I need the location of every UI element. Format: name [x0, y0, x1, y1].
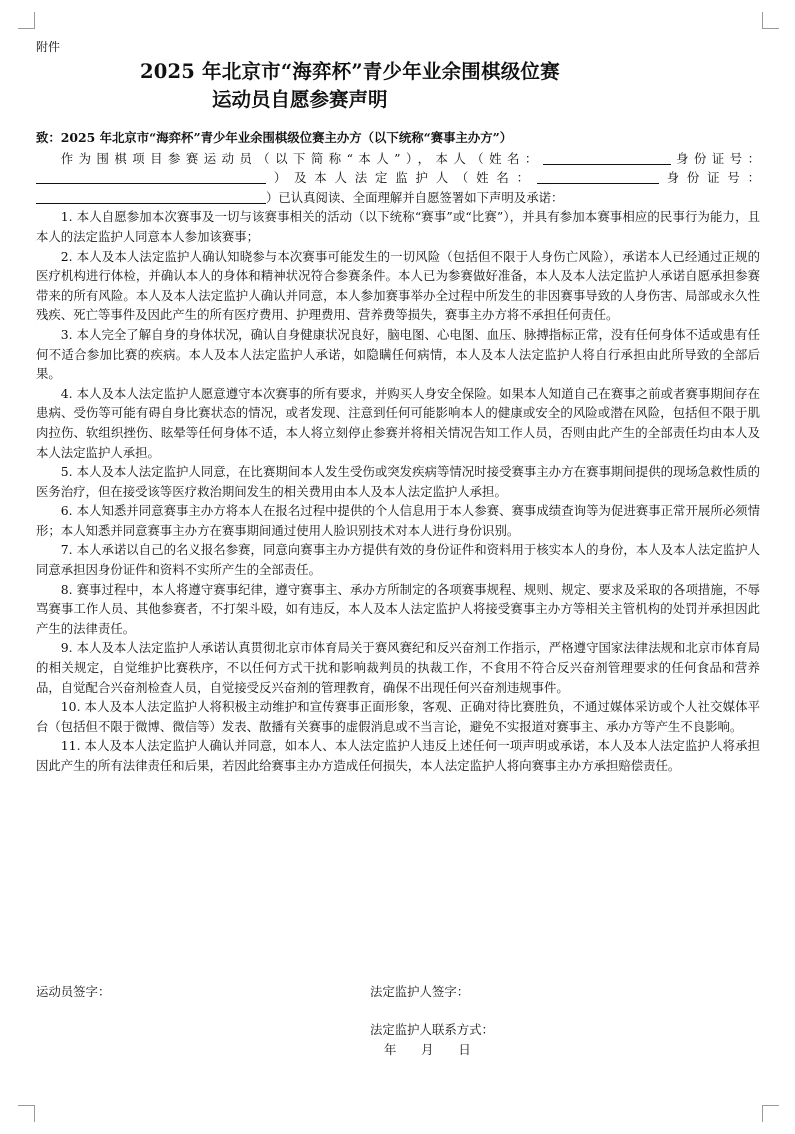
- athlete-name-blank[interactable]: [543, 150, 671, 165]
- clause-6: 6. 本人知悉并同意赛事主办方将本人在报名过程中提供的个人信息用于本人参赛、赛事成绩查询等为促进赛事正常开展所必须情形；本人知悉并同意赛事主办方在赛事期间通过使用人脸识别技术对本人进行身份识别。: [36, 503, 760, 538]
- intro-text-guardian-id: 身份证号：: [658, 170, 761, 186]
- addressee-line: 致：2025 年北京市“海弈杯”青少年业余围棋级位赛主办方（以下统称“赛事主办方”）: [36, 130, 513, 145]
- clause-10: 10. 本人及本人法定监护人将积极主动维护和宣传赛事正面形象，客观、正确对待比赛胜负，不通过媒体采访或个人社交媒体平台（包括但不限于微博、微信等）发表、散播有关赛事的虚假消息或不当言论，避免不实报道对赛事主、承办方等产生不良影响。: [36, 699, 760, 734]
- athlete-signature-label: 运动员签字：: [36, 984, 111, 999]
- page-corner-mark-bottom-left: [18, 1105, 35, 1122]
- clause-7: 7. 本人承诺以自己的名义报名参赛，同意向赛事主办方提供有效的身份证件和资料用于核实本人的身份，本人及本人法定监护人同意承担因身份证件和资料不实所产生的全部责任。: [36, 542, 760, 578]
- clause-3: 3. 本人完全了解自身的身体状况，确认自身健康状况良好，脑电图、心电图、血压、脉搏指标正常，没有任何身体不适或患有任何不适合参加比赛的疾病。本人及本人法定监护人承诺，如隐瞒任何病情，本人及本人法定监护人将自行承担由此所导致的全部后果。: [36, 326, 760, 382]
- intro-text-name: 作为围棋项目参赛运动员（以下简称“本人”），本人（姓名：: [60, 150, 543, 166]
- guardian-id-blank[interactable]: [36, 189, 266, 204]
- clause-5: 5. 本人及本人法定监护人同意，在比赛期间本人发生受伤或突发疾病等情况时接受赛事主办方在赛事期间提供的现场急救性质的医务治疗，但在接受该等医疗救治期间发生的相关费用由本人及本人法定监护人承担。: [36, 464, 760, 499]
- document-title-line-1: 2025 年北京市“海弈杯”青少年业余围棋级位赛: [140, 60, 560, 83]
- clause-2: 2. 本人及本人法定监护人确认知晓参与本次赛事可能发生的一切风险（包括但不限于人身伤亡风险），承诺本人已经通过正规的医疗机构进行体检，并确认本人的身体和精神状况符合参赛条件。本人已为参赛做好准备，本人及本人法定监护人承诺自愿承担参赛带来的所有风险。本人及本人法定监护人确认并同意，本人参加赛事举办全过程中所发生的非因赛事导致的人身伤害、局部或永久性残疾、死亡等事件及因此产生的所有医疗费用、护理费用、营养费等损失，赛事主办方将不承担任何责任。: [36, 248, 760, 323]
- clause-11: 11. 本人及本人法定监护人确认并同意，如本人、本人法定监护人违反上述任何一项声明或承诺，本人及本人法定监护人将承担因此产生的所有法律责任和后果，若因此给赛事主办方造成任何损失，本人法定监护人将向赛事主办方承担赔偿责任。: [36, 738, 760, 773]
- page-corner-mark-top-right: [762, 12, 779, 29]
- intro-text-guardian: ）及本人法定监护人（姓名：: [266, 170, 537, 186]
- intro-text-id: 身份证号：: [670, 150, 761, 166]
- document-title-line-2: 运动员自愿参赛声明: [212, 88, 388, 111]
- guardian-signature-label: 法定监护人签字：: [370, 984, 470, 999]
- guardian-contact-label: 法定监护人联系方式：: [370, 1022, 494, 1037]
- declaration-body: [36, 128, 760, 776]
- signature-date: 年 月 日: [384, 1042, 471, 1057]
- guardian-name-blank[interactable]: [537, 169, 659, 184]
- athlete-id-blank[interactable]: [36, 169, 266, 184]
- clause-4: 4. 本人及本人法定监护人愿意遵守本次赛事的所有要求，并购买人身安全保险。如果本人知道自己在赛事之前或者赛事期间存在患病、受伤等可能有碍自身比赛状态的情况，或者发现、注意到任何可能影响本人的健康或安全的风险或潜在风险，包括但不限于肌肉拉伤、软组织挫伤、眩晕等任何身体不适，本人将立刻停止参赛并将相关情况告知工作人员，否则由此产生的全部责任均由本人及本人法定监护人承担。: [36, 385, 760, 460]
- page-corner-mark-top-left: [18, 12, 35, 29]
- intro-text-closing: ）已认真阅读、全面理解并自愿签署如下声明及承诺：: [266, 189, 564, 205]
- clause-9: 9. 本人及本人法定监护人承诺认真贯彻北京市体育局关于赛风赛纪和反兴奋剂工作指示，严格遵守国家法律法规和北京市体育局的相关规定，自觉维护比赛秩序，不以任何方式干扰和影响裁判员的执裁工作，不食用不符合反兴奋剂管理要求的任何食品和营养品，自觉配合兴奋剂检查人员，自觉接受反兴奋剂的管理教育，确保不出现任何兴奋剂违规事件。: [36, 640, 760, 695]
- intro-paragraph: [36, 149, 760, 208]
- page-corner-mark-bottom-right: [762, 1105, 779, 1122]
- clause-1: 1. 本人自愿参加本次赛事及一切与该赛事相关的活动（以下统称“赛事”或“比赛”），并具有参加本赛事相应的民事行为能力，且本人的法定监护人同意本人参加该赛事；: [36, 209, 760, 244]
- clause-8: 8. 赛事过程中，本人将遵守赛事纪律，遵守赛事主、承办方所制定的各项赛事规程、规则、规定、要求及采取的各项措施，不辱骂赛事工作人员、其他参赛者，不打架斗殴，如有违反，本人及本人法定监护人将接受赛事主办方等相关主管机构的处罚并承担因此产生的法律责任。: [36, 581, 760, 636]
- annex-label: 附件: [36, 40, 61, 54]
